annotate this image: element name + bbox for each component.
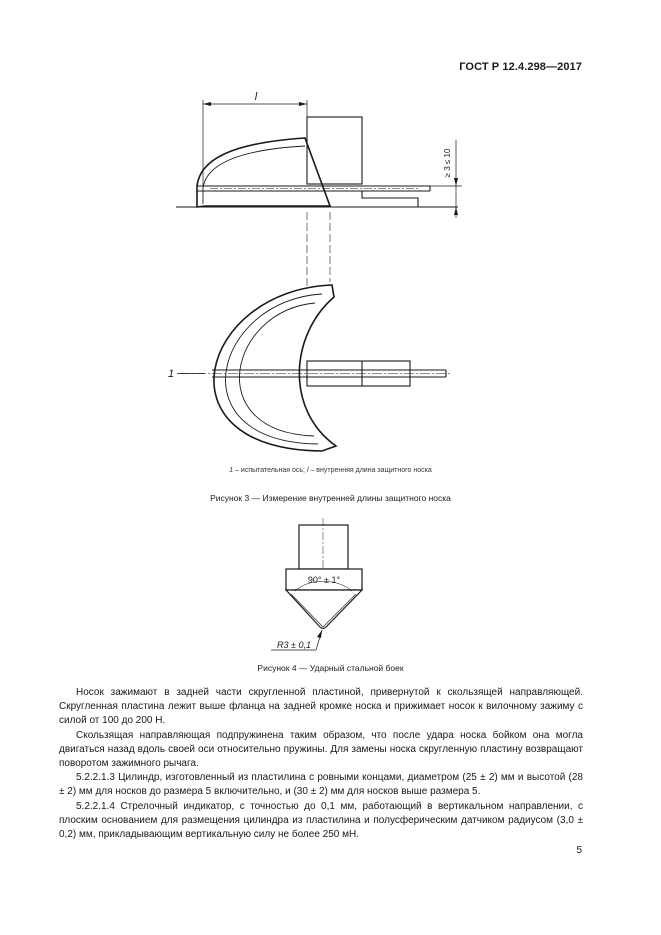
paragraph-1: Носок зажимают в задней части скругленной пластиной, привернутой к скользящей направляющей. Скругленная пластина лежит выше фланца на задней кромке носка и прижимает носок к вилочному зажиму с силой от 100 до 200 Н. [59,687,583,727]
angle-label: 90° ± 1° [307,575,341,585]
fig3-projection-lines [307,212,330,297]
document-header: ГОСТ Р 12.4.298—2017 [459,61,582,73]
dim-length-label: l [254,91,258,103]
legend-item2-text: – внутренняя длина защитного носка [308,467,432,474]
radius-label: R3 ± 0,1 [277,640,311,650]
legend-item1-text: – испытательная ось; [233,467,307,474]
figure3-legend [0,467,661,474]
dim-height-label: ≥ 3 ≤ 10 [443,148,452,178]
paragraph-4: 5.2.2.1.4 Стрелочный индикатор, с точностью до 0,1 мм, работающий в вертикальном направлении, с плоским основанием для размещения цилиндра из пластилина и полусферическим датчиком радиусом (3,0 ± 0,2) мм, прикладывающим вертикальную силу не более 250 мН. [59,800,583,841]
figure4-caption: Рисунок 4 — Ударный стальной боек [257,663,404,673]
fig3-top-view [177,285,450,451]
fig3-side-view [176,100,462,218]
paragraph-3: 5.2.2.1.3 Цилиндр, изготовленный из пластилина с ровными концами, диаметром (25 ± 2) мм и высотой (28 ± 2) мм для носков до размера 5 включительно, и (30 ± 2) мм для носков выше размера 5. [59,772,583,798]
legend-item1-num: 1 [229,467,234,474]
body-text [59,686,583,842]
legend-item2-sym: l [306,467,309,474]
axis-marker-label: 1 [167,368,175,380]
page-number: 5 [576,845,582,856]
paragraph-2: Скользящая направляющая подпружинена таким образом, что после удара носка бойком она могла двигаться назад вдоль своей оси относительно пружины. Для замены носка скругленную пластину возвращают поворотом зажимного рычага. [59,729,583,770]
figure3-caption: Рисунок 3 — Измерение внутренней длины защитного носка [210,493,451,503]
